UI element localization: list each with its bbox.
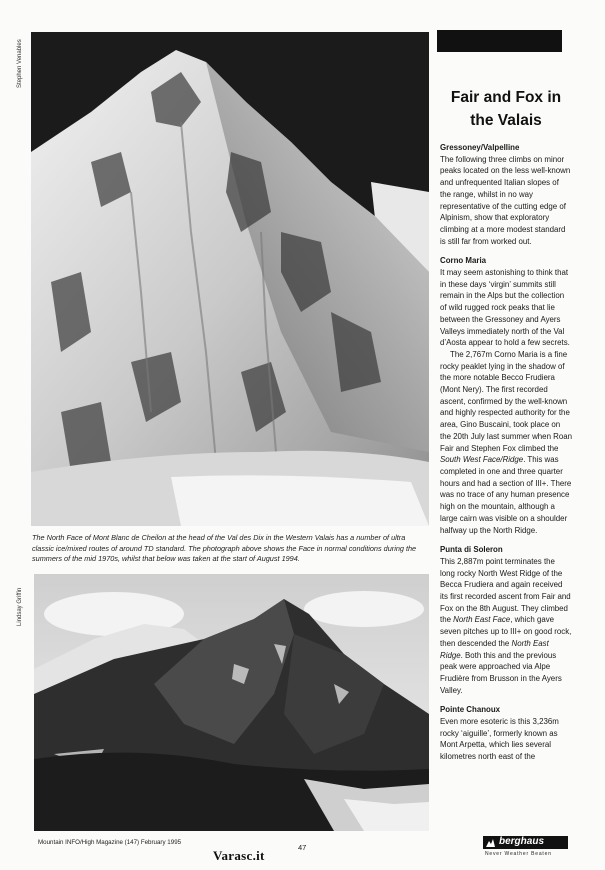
photo-caption: The North Face of Mont Blanc de Cheilon at the head of the Val des Dix in the Western Valais has a number of ultra classic ice/mixed routes of around TD standard. The photograph above shows the Face in normal conditions during the summers of the mid 1970s, whilst that below was taken at the start of August 1994.	[32, 533, 417, 564]
page-number: 47	[298, 843, 307, 852]
article-body	[440, 142, 572, 763]
photo-north-face-1970s	[31, 32, 429, 526]
paragraph-corno-maria-2-b: . This was completed in one and three quarter hours and had a section of III+. There was no trace of any human presence high on the mountain, although a large cairn was visible on a shoulder halfway up the North Ridge.	[440, 455, 572, 535]
section-heading-punta-di-soleron: Punta di Soleron	[440, 545, 503, 555]
paragraph-punta-b: , which gave seven pitches up to III+ on good rock, then descended the	[440, 615, 572, 648]
photo-credit-bottom: Lindsay Griffin	[17, 587, 23, 626]
route-name-north-east-ridge: North East Ridge	[440, 638, 549, 660]
article-title: Fair and Fox in the Valais	[450, 89, 562, 129]
route-name-north-east-face: North East Face	[453, 615, 511, 625]
header-black-bar	[437, 30, 562, 52]
photo-north-face-1994	[34, 574, 429, 831]
paragraph-corno-maria-1: It may seem astonishing to think that in these days ‘virgin’ summits still remain in the Alps but the collection of wild rugged rock peaks that lie between the Gressoney and Ayers Valleys immediately north of the Val d’Aosta appear to hold a few secrets.	[440, 268, 570, 348]
berghaus-advert	[483, 836, 568, 860]
berghaus-mountain-icon	[486, 838, 495, 847]
paragraph-pointe-chanoux: Even more esoteric is this 3,236m rocky ‘aiguille’, formerly known as Mont Arpetta, which lies several kilometres north east of the	[440, 717, 559, 762]
berghaus-tagline: Never Weather Beaten	[485, 851, 552, 857]
paragraph-corno-maria-2-a: The 2,767m Corno Maria is a fine rocky peaklet lying in the shadow of the more notable Becco Frudiera (Mont Nery). The first recorded ascent, confirmed by the well-known and highly respected authority for the area, Gino Buscaini, took place on the 20th July last summer when Roan Fair and Stephen Fox climbed the	[440, 349, 573, 453]
mountain-photo-top-graphic	[31, 32, 429, 526]
berghaus-brand: berghaus	[499, 836, 545, 847]
watermark-text: Varasc.it	[213, 848, 265, 863]
paragraph-punta-di-soleron	[440, 556, 572, 696]
paragraph-corno-maria-2	[440, 349, 572, 536]
paragraph-gressoney: The following three climbs on minor peaks located on the less well-known and unfrequented Italian slopes of the range, whilst in no way representative of the cutting edge of Alpinism, show that exploratory climbing at a more modest standard is still far from worked out.	[440, 154, 571, 246]
route-name-south-west-face: South West Face/Ridge	[440, 455, 524, 465]
mountain-photo-bottom-graphic	[34, 574, 429, 831]
section-heading-pointe-chanoux: Pointe Chanoux	[440, 705, 501, 715]
magazine-footer: Mountain INFO/High Magazine (147) February 1995	[38, 839, 182, 846]
section-heading-corno-maria: Corno Maria	[440, 256, 487, 266]
section-heading-gressoney: Gressoney/Valpelline	[440, 143, 520, 152]
paragraph-punta-c: . Both this and the previous peak were approached via Alpe Frudière from Brusson in the Ayers Valley.	[440, 650, 562, 695]
photo-credit-top: Stephen Venables	[17, 39, 23, 88]
paragraph-punta-a: This 2,887m point terminates the long rocky North West Ridge of the Becca Frudiera and again received its first recorded ascent from Fair and Fox on the 8th August. They climbed the	[440, 556, 571, 625]
